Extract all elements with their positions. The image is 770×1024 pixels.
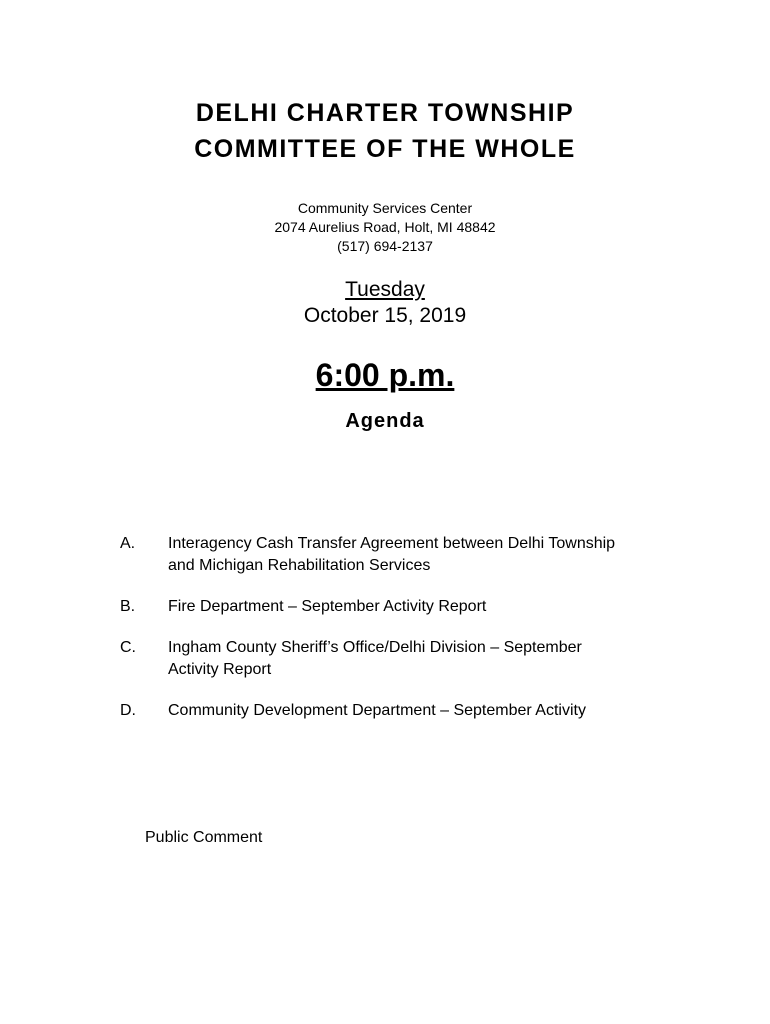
agenda-item-text <box>168 637 700 681</box>
document-title-line2: COMMITTEE OF THE WHOLE <box>194 135 576 163</box>
agenda-item-text-line2: Activity Report <box>168 661 272 678</box>
agenda-list <box>120 533 700 741</box>
location-phone: (517) 694-2137 <box>337 238 433 254</box>
agenda-item-text-line1: Ingham County Sheriff’s Office/Delhi Division – September <box>168 639 582 656</box>
agenda-item <box>120 533 700 577</box>
public-comment-heading: Public Comment <box>145 829 263 846</box>
location-name: Community Services Center <box>297 200 473 216</box>
agenda-heading: Agenda <box>345 410 425 432</box>
agenda-item-text-line1: Fire Department – September Activity Report <box>168 598 487 615</box>
agenda-item-letter: D. <box>120 702 136 719</box>
agenda-item-letter: A. <box>120 535 136 552</box>
agenda-item-text <box>168 533 700 577</box>
agenda-item <box>120 596 700 618</box>
agenda-item <box>120 700 700 722</box>
agenda-item-letter: C. <box>120 639 136 656</box>
agenda-item-text-line1: Community Development Department – September Activity <box>168 702 586 719</box>
agenda-item-letter: B. <box>120 598 136 615</box>
location-address: 2074 Aurelius Road, Holt, MI 48842 <box>274 219 496 235</box>
meeting-date: October 15, 2019 <box>303 304 467 327</box>
agenda-item-text <box>168 596 700 618</box>
agenda-item-text-line1: Interagency Cash Transfer Agreement between Delhi Township <box>168 535 616 552</box>
document-title-line1: DELHI CHARTER TOWNSHIP <box>195 99 575 127</box>
agenda-item <box>120 637 700 681</box>
meeting-day-block <box>0 277 770 329</box>
agenda-item-text-line2: and Michigan Rehabilitation Services <box>168 557 431 574</box>
meeting-time: 6:00 p.m. <box>315 357 455 393</box>
agenda-item-text <box>168 700 700 722</box>
location-block <box>0 199 770 256</box>
meeting-day: Tuesday <box>345 278 425 301</box>
